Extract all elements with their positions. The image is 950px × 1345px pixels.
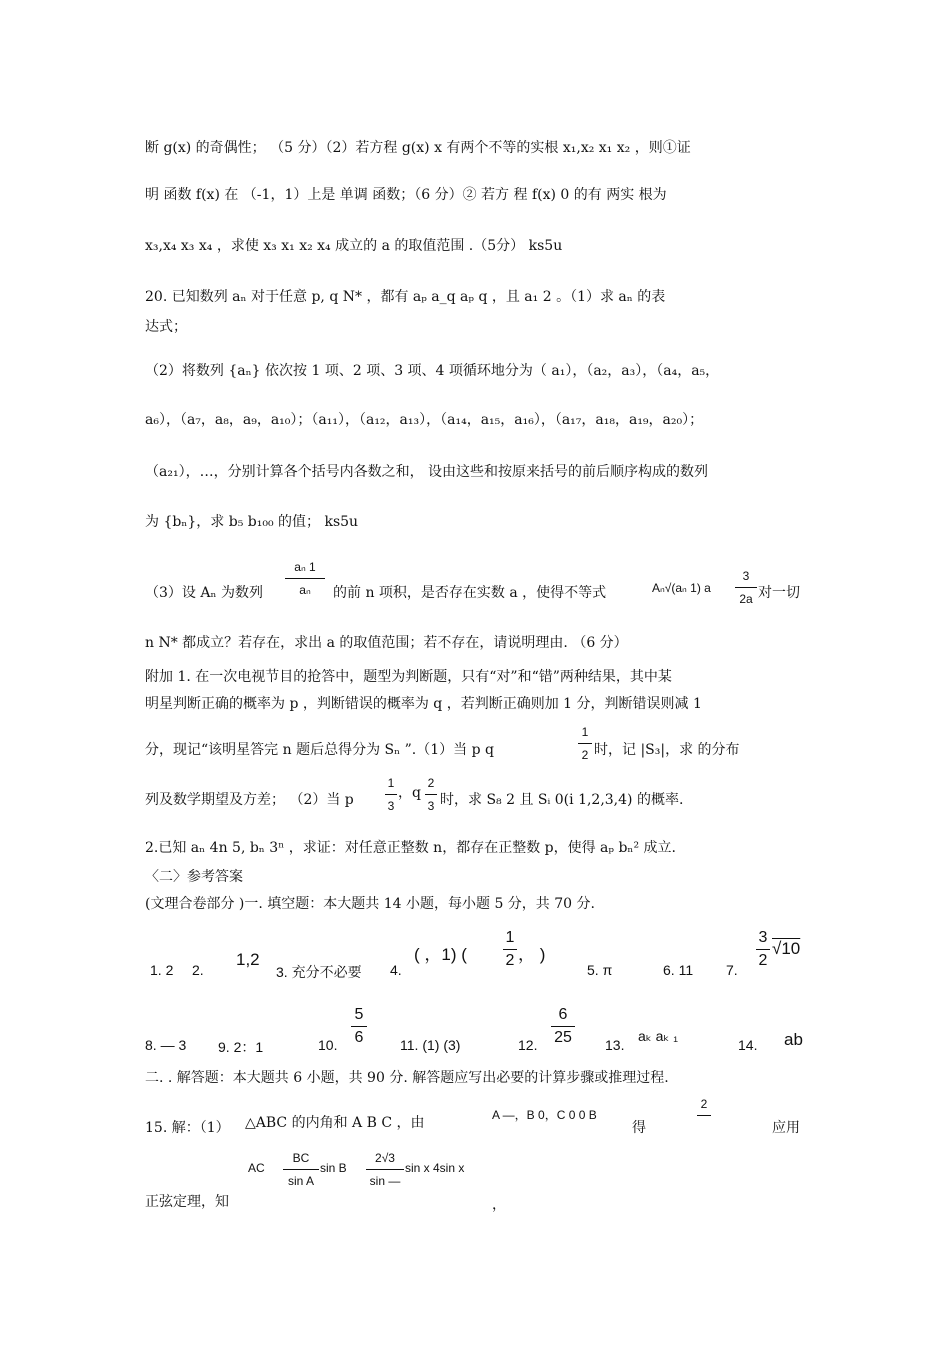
text-line: 列及数学期望及方差； （2）当 p: [145, 792, 354, 808]
text-line: 分，现记“该明星答完 n 题后总得分为 Sₙ ”.（1）当 p q: [145, 742, 494, 758]
answer-4-label: 4.: [390, 962, 402, 978]
text-line: 时，求 S₈ 2 且 Sᵢ 0(i 1,2,3,4) 的概率.: [440, 792, 684, 808]
answer-10-label: 10.: [318, 1037, 338, 1053]
answer-8: 8. — 3: [145, 1037, 187, 1053]
fraction: 2: [697, 1094, 711, 1117]
fraction: 6 25: [551, 1005, 575, 1048]
text-line: （2）将数列 {aₙ} 依次按 1 项、2 项、3 项、4 项循环地分为（ a₁），（a₂，a₃），（a₄，a₅，: [145, 363, 720, 379]
text-line: 得: [632, 1120, 646, 1136]
fraction: 2√3 sin —: [366, 1148, 404, 1191]
text-line: 对一切: [758, 585, 800, 601]
text-line: a₆），（a₇，a₈，a₉，a₁₀）；（a₁₁），（a₁₂，a₁₃），（a₁₄，a₁₅，a₁₆），（a₁₇，a₁₈，a₁₉，a₂₀）；: [145, 412, 704, 428]
fraction: 1 2: [503, 928, 517, 971]
text-line: 为 {bₙ}，求 b₅ b₁₀₀ 的值； ks5u: [145, 514, 359, 530]
text-line: （a₂₁），…，分别计算各个括号内各数之和， 设由这些和按原来括号的前后顺序构成的数列: [145, 464, 709, 480]
solution-15-line: 15. 解：（1）: [145, 1120, 230, 1136]
text-line: 的前 n 项积，是否存在实数 a ，使得不等式: [333, 585, 607, 601]
appendix-line: 附加 1. 在一次电视节目的抢答中，题型为判断题，只有“对”和“错”两种结果，其中某: [145, 669, 672, 685]
answer-13-label: 13.: [605, 1037, 625, 1053]
text-line: △ABC 的内角和 A B C ，由: [245, 1115, 425, 1131]
math-expression: AC: [248, 1161, 265, 1175]
text-line: (文理合卷部分 )一. 填空题：本大题共 14 小题，每小题 5 分，共 70 分.: [145, 896, 595, 912]
text-line: 明 函数 f(x) 在 （-1，1）上是 单调 函数；（6 分）② 若方 程 f(x) 0 的有 两实 根为: [145, 187, 667, 203]
answer-1: 1. 2: [150, 962, 174, 978]
answer-14-value: ab: [784, 1030, 803, 1049]
answer-4-end: ， ): [518, 945, 546, 964]
text-line: n N* 都成立？若存在，求出 a 的取值范围；若不存在，请说明理由. （6 分）: [145, 635, 628, 651]
fraction: 3 2a: [735, 566, 757, 609]
fraction: aₙ 1 aₙ: [285, 557, 325, 600]
fraction: 1 2: [578, 722, 592, 765]
answer-11: 11. (1) (3): [400, 1037, 461, 1053]
answer-7-value: √10: [772, 939, 801, 958]
answer-6: 6. 11: [663, 962, 694, 978]
answer-2-value: 1,2: [236, 950, 260, 969]
math-expression: sin x 4sin x: [405, 1161, 465, 1175]
section-heading: 二. . 解答题：本大题共 6 小题，共 90 分. 解答题应写出必要的计算步骤或推理过程.: [145, 1070, 669, 1086]
text-line: 应用: [772, 1120, 800, 1136]
math-expression: Aₙ√(aₙ 1) a: [652, 581, 711, 595]
answer-2-label: 2.: [192, 962, 204, 978]
fraction: 5 6: [351, 1005, 367, 1048]
answer-13-value: aₖ aₖ ₁: [638, 1028, 678, 1044]
text-line: 正弦定理，知: [145, 1194, 229, 1210]
answer-7-label: 7.: [726, 962, 738, 978]
text-line: ，: [492, 1197, 506, 1213]
text-line: 达式；: [145, 319, 187, 335]
answer-9: 9. 2：1: [218, 1039, 264, 1055]
math-expression: A —，B 0，C 0 0 B: [492, 1108, 597, 1122]
math-expression: sin B: [320, 1161, 347, 1175]
fraction: 3 2: [756, 928, 770, 971]
text-line: 明星判断正确的概率为 p ，判断错误的概率为 q ，若判断正确则加 1 分，判断错误则减 1: [145, 696, 702, 712]
answer-3: 3. 充分不必要: [276, 964, 362, 980]
text-line: （3）设 Aₙ 为数列: [145, 585, 263, 601]
section-heading: 〈二〉参考答案: [145, 869, 243, 885]
text-line: x₃,x₄ x₃ x₄ ，求使 x₃ x₁ x₂ x₄ 成立的 a 的取值范围 .（5分） ks5u: [145, 238, 563, 254]
text-line: 2.已知 aₙ 4n 5, bₙ 3ⁿ ，求证：对任意正整数 n，都存在正整数 p，使得 aₚ bₙ² 成立.: [145, 840, 676, 856]
text-line: 断 g(x) 的奇偶性； （5 分）（2）若方程 g(x) x 有两个不等的实根 x₁,x₂ x₁ x₂ ，则①证: [145, 140, 691, 156]
text-line: 时，记 |S₃|，求 的分布: [594, 742, 740, 758]
problem-20-line: 20. 已知数列 aₙ 对于任意 p, q N* ，都有 aₚ a_q aₚ q ，且 a₁ 2 。（1）求 aₙ 的表: [145, 289, 666, 305]
answer-4-value: ( ，1) (: [414, 945, 467, 964]
text-line: ，q: [398, 785, 421, 801]
fraction: 1 3: [385, 773, 397, 816]
answer-5: 5. π: [587, 962, 613, 978]
fraction: 2 3: [425, 773, 437, 816]
answer-12-label: 12.: [518, 1037, 538, 1053]
fraction: BC sin A: [283, 1148, 319, 1191]
answer-14-label: 14.: [738, 1037, 758, 1053]
